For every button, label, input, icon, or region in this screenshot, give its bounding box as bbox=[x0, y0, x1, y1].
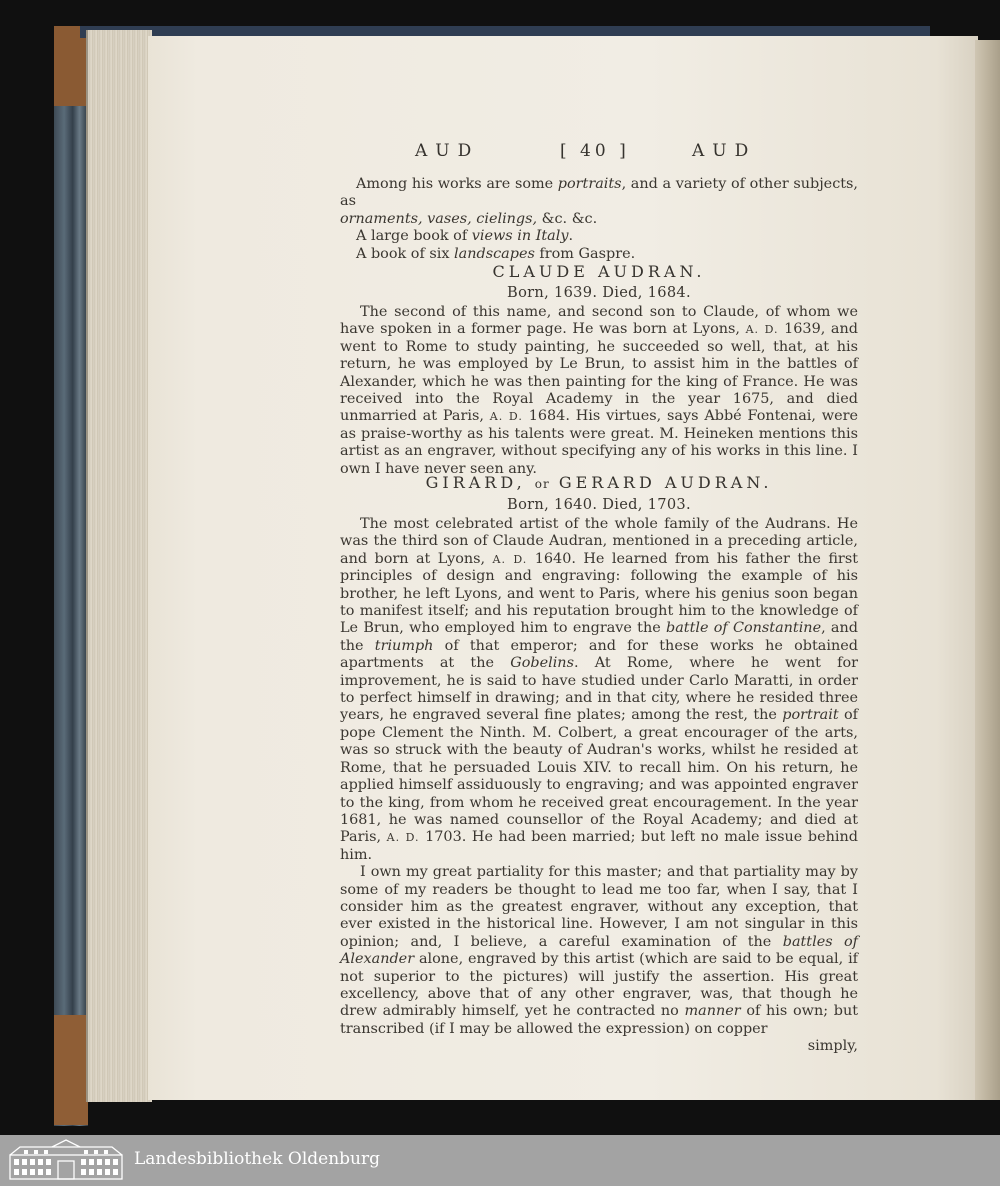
intro-line-3: A large book of views in Italy. bbox=[356, 228, 574, 245]
claude-dates: Born, 1639. Died, 1684. bbox=[507, 284, 691, 301]
intro-line-2: ornaments, vases, cielings, &c. &c. bbox=[340, 210, 598, 227]
page-number: [ 40 ] bbox=[560, 141, 630, 161]
intro-line-4: A book of six landscapes from Gaspre. bbox=[356, 245, 636, 262]
girard-paragraph-2: I own my great partiality for this master; and that partiality may by some of my readers be thought to lead me too far, when I say, that I consider him as the greatest engraver, without any exception, that ever existed in the historical line. However, I am not singular in this opinion; and, I believe, a careful examination of the battles of Alexander alone, engraved by this artist (which are said to be equal, if not superior to the pictures) will justify the assertion. His great excellency, above that of any other engraver, was, that though he drew admirably himself, yet he contracted no manner of his own; but transcribed (if I may be allowed the expression) on copper bbox=[340, 864, 859, 1037]
girard-entry bbox=[340, 516, 858, 1056]
girard-paragraph-1: The most celebrated artist of the whole family of the Audrans. He was the third son of Claude Audran, mentioned in a preceding article, and born at Lyons, A. D. 1640. He learned from his father the first principles of design and engraving: following the example of his brother, he left Lyons, and went to Paris, where his genius soon began to manifest itself; and his reputation brought him to the knowledge of Le Brun, who employed him to engrave the battle of Constantine, and the triumph of that emperor; and for these works he obtained apartments at the Gobelins. At Rome, where he went for improvement, he is said to have studied under Carlo Maratti, in order to perfect himself in drawing; and in that city, where he resided three years, he engraved several fine plates; among the rest, the portrait of pope Clement the Ninth. M. Colbert, a great encourager of the arts, was so struck with the beauty of Audran's works, whilst he resided at Rome, that he persuaded Louis XIV. to recall him. On his return, he applied himself assiduously to engraving; and was appointed engraver to the king, from whom he received great encouragement. In the year 1681, he was named counsellor of the Royal Academy; and died at Paris, A. D. 1703. He had been married; but left no male issue behind him. bbox=[340, 516, 858, 863]
footer-bar bbox=[0, 1135, 1000, 1186]
running-head-right: AUD bbox=[692, 141, 757, 161]
girard-heading: GIRARD, or GERARD AUDRAN. bbox=[425, 473, 773, 492]
marbled-cover bbox=[54, 26, 88, 1126]
intro-line-1: Among his works are some portraits, and a variety of other subjects, as bbox=[340, 176, 858, 210]
library-name: Landesbibliothek Oldenburg bbox=[134, 1149, 381, 1169]
catchword: simply, bbox=[807, 1038, 858, 1055]
leather-corner-bottom bbox=[54, 1015, 88, 1125]
girard-dates: Born, 1640. Died, 1703. bbox=[507, 496, 691, 513]
running-head-left: AUD bbox=[415, 141, 480, 161]
claude-heading: CLAUDE AUDRAN. bbox=[492, 262, 706, 281]
library-building-icon bbox=[8, 1139, 124, 1181]
claude-paragraph: The second of this name, and second son to Claude, of whom we have spoken in a former page. He was born at Lyons, A. D. 1639, and went to Rome to study painting, he succeeded so well, that, at his return, he was employed by Le Brun, to assist him in the battles of Alexander, which he was then painting for the king of France. He was received into the Royal Academy in the year 1675, and died unmarried at Paris, A. D. 1684. His virtues, says Abbé Fontenai, were as praise-worthy as his talents were great. M. Heineken mentions this artist as an engraver, without specifying any of his works in this line. I own I have never seen any. bbox=[340, 304, 859, 477]
intro-text bbox=[340, 176, 858, 263]
running-head bbox=[415, 141, 785, 163]
page-edges bbox=[86, 30, 152, 1102]
claude-entry bbox=[340, 304, 858, 478]
leather-corner-top bbox=[54, 26, 88, 106]
facing-page-edge bbox=[975, 40, 1000, 1100]
